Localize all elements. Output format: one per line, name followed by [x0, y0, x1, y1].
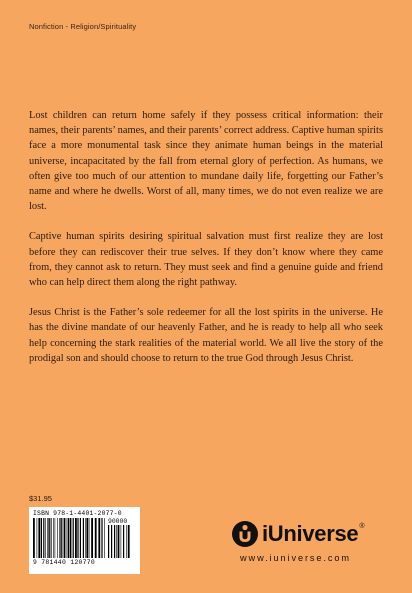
category-label: Nonfiction - Religion/Spirituality [29, 22, 137, 31]
publisher-name: iUniverse [262, 521, 359, 546]
ean-barcode-bars [33, 518, 105, 558]
blurb-paragraph-3: Jesus Christ is the Father’s sole redeemer for all the lost spirits in the universe. He has the divine mandate of our heavenly Father, and he is ready to help all who seek help concerning the stark realities of the material world. We all live the story of the prodigal son and should choose to return to the true God through Jesus Christ. [29, 307, 383, 364]
addon-digits: 90000 [108, 518, 128, 525]
publisher-website: www.iuniverse.com [240, 553, 351, 563]
price-label: $31.95 [29, 494, 52, 503]
ean-digits: 9 781440 120770 [33, 559, 96, 566]
publisher-logo [231, 520, 365, 548]
isbn-label: ISBN 978-1-4401-2077-0 [33, 510, 122, 517]
iuniverse-logo-icon [231, 520, 259, 548]
blurb-text [29, 108, 383, 381]
blurb-paragraph-1: Lost children can return home safely if they possess critical information: their names, their parents’ names, and their parents’ correct address. Captive human spirits face a more monumental task since they animate human beings in the material universe, incapacitated by the fall from eternal glory of perfection. As humans, we often give too much of our attention to mundane daily life, forgetting our Father’s name and where he dwells. Worst of all, many times, we do not even realize we are lost. [29, 110, 383, 213]
blurb-paragraph-2: Captive human spirits desiring spiritual salvation must first realize they are lost before they can rediscover their true selves. If they don’t know where they came from, they cannot ask to return. They must seek and find a genuine guide and friend who can help direct them along the right pathway. [29, 231, 383, 289]
registered-mark: ® [359, 523, 365, 530]
addon-barcode-bars [108, 525, 130, 558]
barcode [29, 507, 140, 574]
